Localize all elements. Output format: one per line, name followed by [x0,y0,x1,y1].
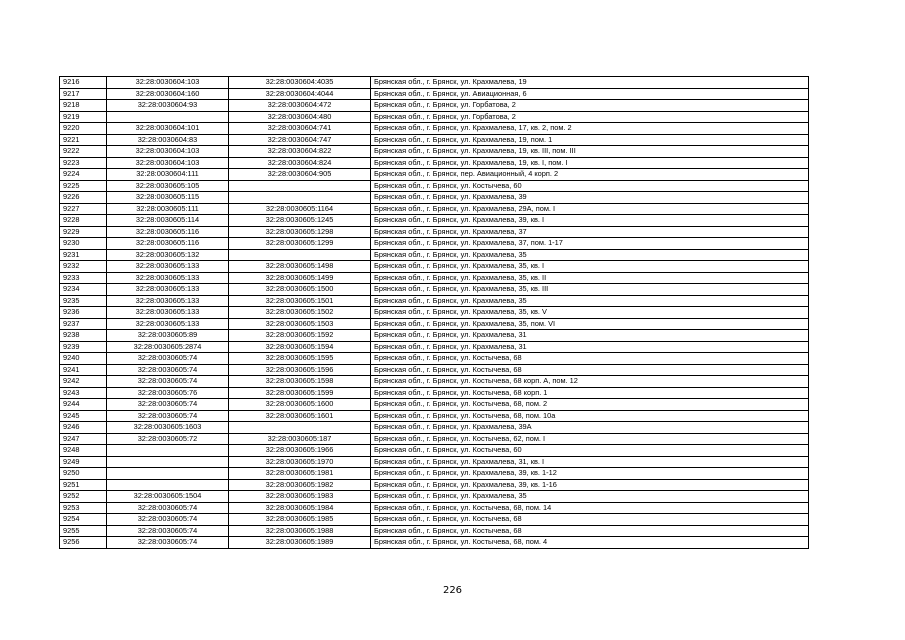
parcel-cadastral-number-cell: 32:28:0030604:101 [107,123,229,135]
table-row [60,364,809,376]
parcel-cadastral-number-cell: 32:28:0030605:114 [107,215,229,227]
address-cell: Брянская обл., г. Брянск, ул. Крахмалева, 35 [371,249,809,261]
address-cell: Брянская обл., г. Брянск, ул. Крахмалева, 35 [371,491,809,503]
parcel-cadastral-number-cell [107,111,229,123]
row-number-cell: 9249 [60,456,107,468]
address-cell: Брянская обл., г. Брянск, пер. Авиационный, 4 корп. 2 [371,169,809,181]
table-row [60,353,809,365]
row-number-cell: 9220 [60,123,107,135]
row-number-cell: 9243 [60,387,107,399]
table-row [60,468,809,480]
table-row [60,456,809,468]
row-number-cell: 9236 [60,307,107,319]
row-number-cell: 9242 [60,376,107,388]
parcel-cadastral-number-cell: 32:28:0030605:74 [107,537,229,549]
object-cadastral-number-cell [229,180,371,192]
row-number-cell: 9216 [60,77,107,89]
row-number-cell: 9251 [60,479,107,491]
row-number-cell: 9231 [60,249,107,261]
address-cell: Брянская обл., г. Брянск, ул. Крахмалева, 31 [371,341,809,353]
row-number-cell: 9240 [60,353,107,365]
object-cadastral-number-cell: 32:28:0030605:1502 [229,307,371,319]
row-number-cell: 9254 [60,514,107,526]
address-cell: Брянская обл., г. Брянск, ул. Крахмалева, 39, кв. I [371,215,809,227]
object-cadastral-number-cell: 32:28:0030605:1596 [229,364,371,376]
object-cadastral-number-cell: 32:28:0030605:1989 [229,537,371,549]
table-row [60,376,809,388]
object-cadastral-number-cell: 32:28:0030605:1984 [229,502,371,514]
object-cadastral-number-cell: 32:28:0030605:1966 [229,445,371,457]
row-number-cell: 9238 [60,330,107,342]
parcel-cadastral-number-cell: 32:28:0030604:93 [107,100,229,112]
parcel-cadastral-number-cell: 32:28:0030605:133 [107,284,229,296]
address-cell: Брянская обл., г. Брянск, ул. Крахмалева, 39, кв. 1-12 [371,468,809,480]
address-cell: Брянская обл., г. Брянск, ул. Крахмалева, 31 [371,330,809,342]
address-cell: Брянская обл., г. Брянск, ул. Крахмалева, 39, кв. 1-16 [371,479,809,491]
object-cadastral-number-cell: 32:28:0030604:4044 [229,88,371,100]
row-number-cell: 9246 [60,422,107,434]
parcel-cadastral-number-cell: 32:28:0030604:83 [107,134,229,146]
parcel-cadastral-number-cell: 32:28:0030605:1603 [107,422,229,434]
parcel-cadastral-number-cell: 32:28:0030605:74 [107,525,229,537]
object-cadastral-number-cell: 32:28:0030605:1982 [229,479,371,491]
object-cadastral-number-cell: 32:28:0030604:747 [229,134,371,146]
table-row [60,100,809,112]
row-number-cell: 9221 [60,134,107,146]
parcel-cadastral-number-cell: 32:28:0030604:103 [107,157,229,169]
row-number-cell: 9256 [60,537,107,549]
object-cadastral-number-cell: 32:28:0030605:1985 [229,514,371,526]
object-cadastral-number-cell: 32:28:0030605:1500 [229,284,371,296]
object-cadastral-number-cell: 32:28:0030604:472 [229,100,371,112]
table-row [60,307,809,319]
table-row [60,157,809,169]
row-number-cell: 9253 [60,502,107,514]
address-cell: Брянская обл., г. Брянск, ул. Крахмалева, 35, кв. II [371,272,809,284]
row-number-cell: 9245 [60,410,107,422]
table-row [60,192,809,204]
row-number-cell: 9241 [60,364,107,376]
object-cadastral-number-cell: 32:28:0030604:824 [229,157,371,169]
object-cadastral-number-cell: 32:28:0030605:1598 [229,376,371,388]
address-cell: Брянская обл., г. Брянск, ул. Крахмалева, 19 [371,77,809,89]
table-row [60,238,809,250]
parcel-cadastral-number-cell: 32:28:0030605:105 [107,180,229,192]
object-cadastral-number-cell: 32:28:0030605:1164 [229,203,371,215]
parcel-cadastral-number-cell: 32:28:0030605:133 [107,307,229,319]
address-cell: Брянская обл., г. Брянск, ул. Костычева, 60 [371,180,809,192]
object-cadastral-number-cell: 32:28:0030605:187 [229,433,371,445]
object-cadastral-number-cell: 32:28:0030605:1599 [229,387,371,399]
parcel-cadastral-number-cell: 32:28:0030605:2874 [107,341,229,353]
row-number-cell: 9218 [60,100,107,112]
parcel-cadastral-number-cell: 32:28:0030605:116 [107,238,229,250]
address-cell: Брянская обл., г. Брянск, ул. Костычева, 62, пом. I [371,433,809,445]
object-cadastral-number-cell: 32:28:0030605:1592 [229,330,371,342]
table-row [60,88,809,100]
table-row [60,445,809,457]
row-number-cell: 9237 [60,318,107,330]
table-row [60,249,809,261]
parcel-cadastral-number-cell [107,479,229,491]
table-row [60,123,809,135]
row-number-cell: 9217 [60,88,107,100]
row-number-cell: 9255 [60,525,107,537]
parcel-cadastral-number-cell: 32:28:0030605:74 [107,502,229,514]
row-number-cell: 9230 [60,238,107,250]
parcel-cadastral-number-cell: 32:28:0030604:111 [107,169,229,181]
parcel-cadastral-number-cell: 32:28:0030605:74 [107,376,229,388]
parcel-cadastral-number-cell: 32:28:0030605:89 [107,330,229,342]
row-number-cell: 9224 [60,169,107,181]
object-cadastral-number-cell: 32:28:0030605:1501 [229,295,371,307]
address-cell: Брянская обл., г. Брянск, ул. Костычева, 68 [371,514,809,526]
address-cell: Брянская обл., г. Брянск, ул. Костычева, 68 [371,353,809,365]
address-cell: Брянская обл., г. Брянск, ул. Костычева, 68, пом. 4 [371,537,809,549]
table-row [60,387,809,399]
address-cell: Брянская обл., г. Брянск, ул. Крахмалева, 29А, пом. I [371,203,809,215]
object-cadastral-number-cell: 32:28:0030605:1988 [229,525,371,537]
parcel-cadastral-number-cell: 32:28:0030605:1504 [107,491,229,503]
row-number-cell: 9244 [60,399,107,411]
row-number-cell: 9222 [60,146,107,158]
address-cell: Брянская обл., г. Брянск, ул. Крахмалева, 31, кв. I [371,456,809,468]
parcel-cadastral-number-cell [107,445,229,457]
table-row [60,272,809,284]
parcel-cadastral-number-cell: 32:28:0030604:103 [107,146,229,158]
row-number-cell: 9234 [60,284,107,296]
row-number-cell: 9225 [60,180,107,192]
object-cadastral-number-cell [229,422,371,434]
object-cadastral-number-cell: 32:28:0030604:4035 [229,77,371,89]
object-cadastral-number-cell: 32:28:0030604:822 [229,146,371,158]
parcel-cadastral-number-cell: 32:28:0030605:132 [107,249,229,261]
address-cell: Брянская обл., г. Брянск, ул. Костычева, 68 корп. А, пом. 12 [371,376,809,388]
parcel-cadastral-number-cell: 32:28:0030605:111 [107,203,229,215]
address-cell: Брянская обл., г. Брянск, ул. Авиационная, 6 [371,88,809,100]
table-row [60,537,809,549]
object-cadastral-number-cell: 32:28:0030605:1601 [229,410,371,422]
parcel-cadastral-number-cell: 32:28:0030604:160 [107,88,229,100]
table-row [60,77,809,89]
table-row [60,479,809,491]
address-cell: Брянская обл., г. Брянск, ул. Костычева, 68, пом. 2 [371,399,809,411]
row-number-cell: 9235 [60,295,107,307]
row-number-cell: 9219 [60,111,107,123]
table-row [60,111,809,123]
object-cadastral-number-cell: 32:28:0030604:741 [229,123,371,135]
table-row [60,410,809,422]
row-number-cell: 9232 [60,261,107,273]
row-number-cell: 9227 [60,203,107,215]
object-cadastral-number-cell: 32:28:0030605:1298 [229,226,371,238]
object-cadastral-number-cell: 32:28:0030605:1503 [229,318,371,330]
address-cell: Брянская обл., г. Брянск, ул. Крахмалева, 39А [371,422,809,434]
parcel-cadastral-number-cell: 32:28:0030605:76 [107,387,229,399]
row-number-cell: 9223 [60,157,107,169]
table-row [60,215,809,227]
table-row [60,203,809,215]
parcel-cadastral-number-cell: 32:28:0030605:74 [107,364,229,376]
parcel-cadastral-number-cell: 32:28:0030605:115 [107,192,229,204]
object-cadastral-number-cell: 32:28:0030605:1594 [229,341,371,353]
address-cell: Брянская обл., г. Брянск, ул. Крахмалева, 19, кв. III, пом. III [371,146,809,158]
table-body [60,77,809,549]
parcel-cadastral-number-cell: 32:28:0030605:133 [107,295,229,307]
parcel-cadastral-number-cell: 32:28:0030605:133 [107,272,229,284]
object-cadastral-number-cell: 32:28:0030605:1983 [229,491,371,503]
parcel-cadastral-number-cell: 32:28:0030604:103 [107,77,229,89]
table-row [60,422,809,434]
row-number-cell: 9239 [60,341,107,353]
address-cell: Брянская обл., г. Брянск, ул. Костычева, 60 [371,445,809,457]
table-row [60,330,809,342]
address-cell: Брянская обл., г. Брянск, ул. Костычева, 68 корп. 1 [371,387,809,399]
address-cell: Брянская обл., г. Брянск, ул. Крахмалева, 39 [371,192,809,204]
address-cell: Брянская обл., г. Брянск, ул. Крахмалева, 35, кв. III [371,284,809,296]
parcel-cadastral-number-cell [107,468,229,480]
row-number-cell: 9248 [60,445,107,457]
address-cell: Брянская обл., г. Брянск, ул. Крахмалева, 17, кв. 2, пом. 2 [371,123,809,135]
table-row [60,284,809,296]
parcel-cadastral-number-cell: 32:28:0030605:72 [107,433,229,445]
table-row [60,514,809,526]
parcel-cadastral-number-cell: 32:28:0030605:116 [107,226,229,238]
table-row [60,226,809,238]
address-cell: Брянская обл., г. Брянск, ул. Костычева, 68 [371,364,809,376]
parcel-cadastral-number-cell: 32:28:0030605:74 [107,399,229,411]
parcel-cadastral-number-cell: 32:28:0030605:74 [107,353,229,365]
object-cadastral-number-cell: 32:28:0030605:1600 [229,399,371,411]
row-number-cell: 9229 [60,226,107,238]
address-cell: Брянская обл., г. Брянск, ул. Крахмалева, 35, кв. I [371,261,809,273]
object-cadastral-number-cell: 32:28:0030605:1498 [229,261,371,273]
object-cadastral-number-cell: 32:28:0030605:1299 [229,238,371,250]
table-row [60,180,809,192]
table-row [60,491,809,503]
row-number-cell: 9247 [60,433,107,445]
address-cell: Брянская обл., г. Брянск, ул. Костычева, 68, пом. 10а [371,410,809,422]
table-row [60,399,809,411]
table-row [60,169,809,181]
parcel-cadastral-number-cell: 32:28:0030605:133 [107,261,229,273]
address-cell: Брянская обл., г. Брянск, ул. Крахмалева, 19, пом. 1 [371,134,809,146]
table-row [60,525,809,537]
object-cadastral-number-cell: 32:28:0030605:1499 [229,272,371,284]
object-cadastral-number-cell: 32:28:0030605:1981 [229,468,371,480]
address-cell: Брянская обл., г. Брянск, ул. Костычева, 68, пом. 14 [371,502,809,514]
table-row [60,341,809,353]
address-cell: Брянская обл., г. Брянск, ул. Крахмалева, 37, пом. 1-17 [371,238,809,250]
row-number-cell: 9233 [60,272,107,284]
object-cadastral-number-cell [229,192,371,204]
address-cell: Брянская обл., г. Брянск, ул. Крахмалева, 35 [371,295,809,307]
object-cadastral-number-cell: 32:28:0030604:905 [229,169,371,181]
table-row [60,433,809,445]
row-number-cell: 9226 [60,192,107,204]
object-cadastral-number-cell: 32:28:0030605:1245 [229,215,371,227]
table-row [60,134,809,146]
table-row [60,146,809,158]
table-row [60,295,809,307]
address-cell: Брянская обл., г. Брянск, ул. Крахмалева, 35, кв. V [371,307,809,319]
address-cell: Брянская обл., г. Брянск, ул. Горбатова, 2 [371,100,809,112]
address-cell: Брянская обл., г. Брянск, ул. Костычева, 68 [371,525,809,537]
row-number-cell: 9252 [60,491,107,503]
parcel-cadastral-number-cell [107,456,229,468]
parcel-cadastral-number-cell: 32:28:0030605:74 [107,514,229,526]
row-number-cell: 9228 [60,215,107,227]
address-cell: Брянская обл., г. Брянск, ул. Крахмалева, 35, пом. VI [371,318,809,330]
object-cadastral-number-cell: 32:28:0030604:480 [229,111,371,123]
table-row [60,318,809,330]
page-number: 226 [442,585,463,596]
address-cell: Брянская обл., г. Брянск, ул. Крахмалева, 19, кв. I, пом. I [371,157,809,169]
parcel-cadastral-number-cell: 32:28:0030605:133 [107,318,229,330]
object-cadastral-number-cell: 32:28:0030605:1970 [229,456,371,468]
parcel-cadastral-number-cell: 32:28:0030605:74 [107,410,229,422]
address-cell: Брянская обл., г. Брянск, ул. Крахмалева, 37 [371,226,809,238]
table-row [60,261,809,273]
row-number-cell: 9250 [60,468,107,480]
address-cell: Брянская обл., г. Брянск, ул. Горбатова, 2 [371,111,809,123]
property-table [59,76,809,549]
object-cadastral-number-cell [229,249,371,261]
table-row [60,502,809,514]
object-cadastral-number-cell: 32:28:0030605:1595 [229,353,371,365]
